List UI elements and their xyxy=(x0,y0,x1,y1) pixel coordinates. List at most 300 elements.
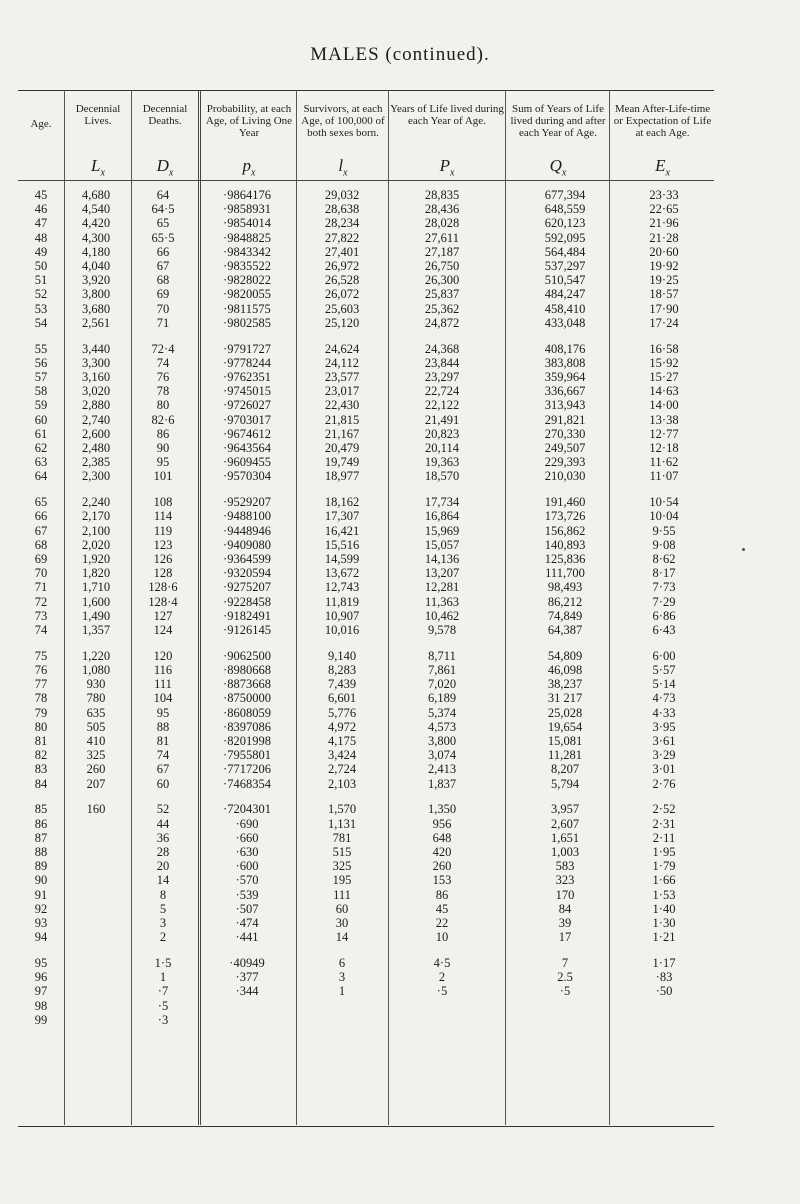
cell-q-upper: 170 xyxy=(555,887,575,902)
cell-d-upper: 69 xyxy=(156,287,170,302)
cell-l-upper: 410 xyxy=(86,734,106,748)
table-row xyxy=(18,538,714,552)
cell-l-upper: 2,300 xyxy=(81,469,111,484)
symbol-p: $p_x$ xyxy=(242,156,256,179)
cell-q-upper: 484,247 xyxy=(544,287,586,302)
cell-p: ·539 xyxy=(235,887,259,902)
cell-p-upper: 7,861 xyxy=(427,663,457,677)
cell-l-upper: 2,480 xyxy=(81,441,111,455)
cell-e-upper: 1·66 xyxy=(652,873,676,888)
cell-l-upper: 4,040 xyxy=(81,259,111,273)
cell-age: 82 xyxy=(34,748,48,763)
cell-age: 58 xyxy=(34,384,48,399)
table-row xyxy=(18,580,714,594)
cell-l: 26,972 xyxy=(324,259,360,273)
cell-e-upper: 19·92 xyxy=(649,259,679,273)
table-row xyxy=(18,342,714,356)
cell-e-upper: 1·95 xyxy=(652,845,676,859)
cell-q-upper: 156,862 xyxy=(544,523,586,538)
table-row xyxy=(18,509,714,523)
cell-p: ·344 xyxy=(235,984,259,999)
cell-d-upper: 119 xyxy=(153,523,173,538)
cell-d-upper: 90 xyxy=(156,441,170,455)
cell-p: ·7468354 xyxy=(223,776,271,791)
cell-l: 17,307 xyxy=(324,509,360,524)
cell-e-upper: 23·33 xyxy=(649,188,679,202)
cell-e-upper: 1·17 xyxy=(652,956,676,970)
cell-p: ·9726027 xyxy=(223,398,271,413)
cell-d-upper: 108 xyxy=(153,495,173,510)
cell-p-upper: 5,374 xyxy=(427,705,457,720)
cell-p-upper: 24,872 xyxy=(424,315,460,330)
cell-p: ·570 xyxy=(235,873,259,888)
cell-age: 87 xyxy=(34,830,48,845)
cell-age: 54 xyxy=(34,315,48,330)
cell-age: 86 xyxy=(34,816,48,831)
cell-q-upper: 17 xyxy=(558,930,572,945)
header-years-lived: Years of Life lived during each Year of Age. xyxy=(390,103,504,127)
table-row xyxy=(18,302,714,316)
cell-q-upper: 38,237 xyxy=(547,677,583,692)
cell-p: ·7717206 xyxy=(223,762,271,777)
cell-p: ·9488100 xyxy=(223,509,271,524)
cell-e-upper: 8·62 xyxy=(652,552,676,566)
table-row xyxy=(18,831,714,845)
cell-e-upper: 12·77 xyxy=(649,426,679,441)
cell-q-upper: 74,849 xyxy=(547,608,583,623)
cell-age: 76 xyxy=(34,663,48,677)
cell-age: 49 xyxy=(34,244,48,259)
cell-age: 65 xyxy=(34,495,48,510)
cell-l: 15,516 xyxy=(324,537,360,552)
cell-p-upper: 15,969 xyxy=(424,523,460,538)
table-row xyxy=(18,859,714,873)
cell-p-upper: 6,189 xyxy=(427,691,457,706)
cell-l-upper: 4,540 xyxy=(81,202,111,217)
cell-p-upper: 17,734 xyxy=(424,495,460,510)
cell-l-upper: 1,490 xyxy=(81,608,111,623)
table-row xyxy=(18,370,714,384)
cell-l-upper: 505 xyxy=(86,719,106,734)
cell-l-upper: 2,020 xyxy=(81,537,111,552)
table-row xyxy=(18,623,714,637)
cell-q-upper: 458,410 xyxy=(544,301,586,316)
cell-p-upper: 16,864 xyxy=(424,509,460,524)
cell-l: 22,430 xyxy=(324,398,360,413)
symbol-P: $P_x$ xyxy=(439,156,455,179)
cell-l: 8,283 xyxy=(327,663,357,677)
cell-p-upper: 25,837 xyxy=(424,287,460,302)
cell-age: 67 xyxy=(34,523,48,538)
table-row xyxy=(18,748,714,762)
table-row xyxy=(18,802,714,816)
table-row xyxy=(18,427,714,441)
cell-q-upper: 11,281 xyxy=(548,748,582,763)
cell-l-upper: 1,600 xyxy=(81,594,111,609)
cell-l: 4,972 xyxy=(327,719,357,734)
cell-l: 1 xyxy=(338,984,346,999)
table-row xyxy=(18,902,714,916)
cell-q-upper: 583 xyxy=(555,859,575,874)
symbol-Q: $Q_x$ xyxy=(549,156,567,179)
cell-age: 96 xyxy=(34,970,48,985)
cell-q-upper: 98,493 xyxy=(547,580,583,595)
cell-age: 84 xyxy=(34,776,48,791)
cell-p: ·8201998 xyxy=(223,734,271,748)
table-row xyxy=(18,287,714,301)
table-row xyxy=(18,691,714,705)
cell-q-upper: 39 xyxy=(558,916,572,930)
cell-p-upper: 8,711 xyxy=(428,648,456,663)
cell-age: 77 xyxy=(34,677,48,692)
cell-age: 71 xyxy=(34,580,48,595)
cell-e-upper: 6·43 xyxy=(652,623,676,637)
cell-p-upper: 21,491 xyxy=(424,412,460,427)
cell-l: 28,234 xyxy=(324,216,360,231)
cell-p: ·9643564 xyxy=(223,441,271,455)
table-row xyxy=(18,777,714,791)
cell-q-upper: 510,547 xyxy=(544,273,586,288)
cell-q-upper: 408,176 xyxy=(544,341,586,356)
cell-q-upper: 64,387 xyxy=(547,623,583,637)
cell-d-upper: 82·6 xyxy=(151,412,175,427)
cell-e-upper: 2·52 xyxy=(652,802,676,817)
cell-e-upper: 13·38 xyxy=(649,412,679,427)
cell-p: ·690 xyxy=(235,816,259,831)
cell-d-upper: 72·4 xyxy=(151,341,175,356)
cell-e-upper: 3·61 xyxy=(652,734,676,748)
cell-p-upper: 45 xyxy=(435,901,449,916)
cell-q-upper: 19,654 xyxy=(547,719,583,734)
cell-e-upper: 9·55 xyxy=(652,523,676,538)
cell-l-upper: 3,800 xyxy=(81,287,111,302)
cell-age: 83 xyxy=(34,762,48,777)
cell-q-upper: 313,943 xyxy=(544,398,586,413)
table-row xyxy=(18,273,714,287)
table-row xyxy=(18,413,714,427)
cell-l: 6 xyxy=(338,956,346,970)
cell-e-upper: 4·33 xyxy=(652,705,676,720)
cell-p: ·9864176 xyxy=(223,188,271,202)
cell-l-upper: 1,820 xyxy=(81,566,111,581)
cell-l: 14 xyxy=(335,930,349,945)
table-row xyxy=(18,734,714,748)
cell-p-upper: 2,413 xyxy=(427,762,457,777)
table-row xyxy=(18,999,714,1013)
header-decennial-lives: Decennial Lives. xyxy=(75,103,121,127)
cell-d-upper: 124 xyxy=(153,623,173,637)
cell-p-upper: 4·5 xyxy=(433,956,451,970)
cell-l-upper: 4,300 xyxy=(81,230,111,245)
table-row xyxy=(18,188,714,202)
cell-e-upper: 5·14 xyxy=(652,677,676,692)
cell-p: ·9858931 xyxy=(223,202,271,217)
cell-e-upper: ·83 xyxy=(655,970,673,985)
cell-p-upper: 15,057 xyxy=(424,537,460,552)
cell-d-upper: 65·5 xyxy=(151,230,175,245)
cell-e-upper: 18·57 xyxy=(649,287,679,302)
cell-p-upper: 12,281 xyxy=(424,580,460,595)
cell-d-upper: 127 xyxy=(153,608,173,623)
cell-e-upper: 21·28 xyxy=(649,230,679,245)
cell-d-upper: 111 xyxy=(154,677,172,692)
cell-l: 26,528 xyxy=(324,273,360,288)
symbol-L: $L_x$ xyxy=(91,156,105,179)
cell-p-upper: 26,300 xyxy=(424,273,460,288)
cell-age: 94 xyxy=(34,930,48,945)
cell-age: 88 xyxy=(34,845,48,859)
cell-d-upper: 3 xyxy=(159,916,167,930)
table-row xyxy=(18,231,714,245)
cell-p: ·507 xyxy=(235,901,259,916)
cell-p-upper: 28,436 xyxy=(424,202,460,217)
cell-l: 2,103 xyxy=(327,776,357,791)
cell-age: 95 xyxy=(34,956,48,970)
cell-d-upper: 81 xyxy=(156,734,170,748)
cell-q-upper: 229,393 xyxy=(544,455,586,470)
cell-p: ·9802585 xyxy=(223,315,271,330)
cell-l: 4,175 xyxy=(327,734,357,748)
cell-p-upper: 2 xyxy=(438,970,446,985)
cell-p: ·9791727 xyxy=(223,341,271,356)
cell-age: 90 xyxy=(34,873,48,888)
cell-d-upper: 52 xyxy=(156,802,170,817)
cell-p-upper: 1,350 xyxy=(427,802,457,817)
header-decennial-deaths: Decennial Deaths. xyxy=(142,103,188,127)
table-row xyxy=(18,566,714,580)
cell-q-upper: 46,098 xyxy=(547,663,583,677)
cell-p-upper: 22 xyxy=(435,916,449,930)
cell-d-upper: 123 xyxy=(153,537,173,552)
cell-l: 25,120 xyxy=(324,315,360,330)
cell-d-upper: 2 xyxy=(159,930,167,945)
cell-d-upper: 95 xyxy=(156,455,170,470)
cell-d-upper: 64 xyxy=(156,188,170,202)
cell-age: 63 xyxy=(34,455,48,470)
cell-p: ·9570304 xyxy=(223,469,271,484)
cell-p-upper: 28,835 xyxy=(424,188,460,202)
cell-age: 45 xyxy=(34,188,48,202)
cell-q-upper: 111,700 xyxy=(545,566,585,581)
cell-p-upper: 1,837 xyxy=(427,776,457,791)
cell-q-upper: 8,207 xyxy=(550,762,580,777)
cell-e-upper: 2·76 xyxy=(652,776,676,791)
cell-q-upper: 86,212 xyxy=(547,594,583,609)
cell-d-upper: 76 xyxy=(156,370,170,384)
cell-e-upper: 1·40 xyxy=(652,901,676,916)
cell-p: ·9062500 xyxy=(223,648,271,663)
cell-l-upper: 1,357 xyxy=(81,623,111,637)
cell-d-upper: 20 xyxy=(156,859,170,874)
cell-l-upper: 3,300 xyxy=(81,355,111,370)
cell-q-upper: 620,123 xyxy=(544,216,586,231)
cell-e-upper: 1·53 xyxy=(652,887,676,902)
cell-d-upper: 128·6 xyxy=(148,580,178,595)
cell-d-upper: 44 xyxy=(156,816,170,831)
cell-e-upper: 8·17 xyxy=(652,566,676,581)
cell-d-upper: 128·4 xyxy=(148,594,178,609)
cell-e-upper: 11·07 xyxy=(649,469,679,484)
cell-e-upper: 2·31 xyxy=(652,816,676,831)
cell-d-upper: 1·5 xyxy=(154,956,172,970)
cell-q-upper: 84 xyxy=(558,901,572,916)
cell-age: 52 xyxy=(34,287,48,302)
cell-p: ·8980668 xyxy=(223,663,271,677)
cell-age: 93 xyxy=(34,916,48,930)
cell-l: 20,479 xyxy=(324,441,360,455)
cell-l-upper: 2,600 xyxy=(81,426,111,441)
cell-l-upper: 3,020 xyxy=(81,384,111,399)
cell-p-upper: 9,578 xyxy=(427,623,457,637)
cell-p: ·9778244 xyxy=(223,355,271,370)
cell-p-upper: 420 xyxy=(432,845,452,859)
cell-l: 3 xyxy=(338,970,346,985)
cell-age: 72 xyxy=(34,594,48,609)
cell-l: 6,601 xyxy=(327,691,357,706)
cell-q-upper: 140,893 xyxy=(544,537,586,552)
cell-l-upper: 4,680 xyxy=(81,188,111,202)
cell-d-upper: 70 xyxy=(156,301,170,316)
cell-age: 57 xyxy=(34,370,48,384)
cell-l-upper: 2,385 xyxy=(81,455,111,470)
table-row xyxy=(18,817,714,831)
cell-l-upper: 930 xyxy=(86,677,106,692)
cell-e-upper: 6·86 xyxy=(652,608,676,623)
cell-l: 23,017 xyxy=(324,384,360,399)
cell-q-upper: 592,095 xyxy=(544,230,586,245)
cell-q-upper: 1,003 xyxy=(550,845,580,859)
cell-age: 59 xyxy=(34,398,48,413)
cell-l-upper: 3,680 xyxy=(81,301,111,316)
cell-e-upper: 15·27 xyxy=(649,370,679,384)
table-row xyxy=(18,873,714,887)
cell-e-upper: 12·18 xyxy=(649,441,679,455)
cell-p-upper: 24,368 xyxy=(424,341,460,356)
table-row xyxy=(18,356,714,370)
cell-q-upper: 25,028 xyxy=(547,705,583,720)
cell-d-upper: 68 xyxy=(156,273,170,288)
cell-p-upper: 10,462 xyxy=(424,608,460,623)
cell-e-upper: 22·65 xyxy=(649,202,679,217)
cell-l: 1,570 xyxy=(327,802,357,817)
cell-age: 55 xyxy=(34,341,48,356)
cell-l: 30 xyxy=(335,916,349,930)
cell-p: ·600 xyxy=(235,859,259,874)
cell-d-upper: 114 xyxy=(153,509,173,524)
cell-d-upper: 64·5 xyxy=(151,202,175,217)
cell-l: 27,822 xyxy=(324,230,360,245)
table-row xyxy=(18,259,714,273)
cell-p-upper: 14,136 xyxy=(424,552,460,566)
cell-d-upper: 88 xyxy=(156,719,170,734)
cell-l: 26,072 xyxy=(324,287,360,302)
cell-p: ·9820055 xyxy=(223,287,271,302)
cell-l-upper: 2,561 xyxy=(81,315,111,330)
cell-p: ·9854014 xyxy=(223,216,271,231)
header-expectation: Mean After-Life-time or Expectation of Life at each Age. xyxy=(613,103,712,139)
cell-age: 53 xyxy=(34,301,48,316)
cell-d-upper: ·3 xyxy=(157,1012,169,1027)
cell-e-upper: 21·96 xyxy=(649,216,679,231)
page-title: MALES (continued). xyxy=(310,44,490,65)
cell-p-upper: 956 xyxy=(432,816,452,831)
cell-l-upper: 260 xyxy=(86,762,106,777)
cell-age: 47 xyxy=(34,216,48,231)
cell-q-upper: 1,651 xyxy=(550,830,580,845)
cell-p: ·8608059 xyxy=(223,705,271,720)
symbol-E: $E_x$ xyxy=(655,156,670,179)
cell-l: 25,603 xyxy=(324,301,360,316)
table-row xyxy=(18,956,714,970)
cell-age: 51 xyxy=(34,273,48,288)
table-row xyxy=(18,216,714,230)
cell-l-upper: 4,180 xyxy=(81,244,111,259)
cell-q-upper: 336,667 xyxy=(544,384,586,399)
cell-p: ·8750000 xyxy=(223,691,271,706)
cell-l: 9,140 xyxy=(327,648,357,663)
cell-l: 781 xyxy=(332,830,352,845)
cell-q-upper: 7 xyxy=(561,956,569,970)
cell-d-upper: 65 xyxy=(156,216,170,231)
cell-p: ·9848825 xyxy=(223,230,271,245)
cell-p-upper: 3,074 xyxy=(427,748,457,763)
cell-p-upper: 27,611 xyxy=(425,230,459,245)
cell-l-upper: 2,170 xyxy=(81,509,111,524)
cell-p: ·7204301 xyxy=(223,802,271,817)
cell-l: 11,819 xyxy=(325,594,359,609)
table-row xyxy=(18,441,714,455)
table-row xyxy=(18,316,714,330)
cell-p: ·7955801 xyxy=(223,748,271,763)
cell-l-upper: 3,920 xyxy=(81,273,111,288)
cell-age: 97 xyxy=(34,984,48,999)
cell-l: 2,724 xyxy=(327,762,357,777)
cell-p: ·9674612 xyxy=(223,426,271,441)
cell-d-upper: 28 xyxy=(156,845,170,859)
cell-p: ·441 xyxy=(235,930,259,945)
table-row xyxy=(18,495,714,509)
cell-d-upper: 67 xyxy=(156,762,170,777)
cell-d-upper: 126 xyxy=(153,552,173,566)
cell-age: 91 xyxy=(34,887,48,902)
cell-d-upper: 74 xyxy=(156,748,170,763)
cell-l: 7,439 xyxy=(327,677,357,692)
cell-l: 1,131 xyxy=(327,816,357,831)
cell-p-upper: 28,028 xyxy=(424,216,460,231)
cell-p: ·9609455 xyxy=(223,455,271,470)
cell-l: 18,977 xyxy=(324,469,360,484)
cell-q-upper: 249,507 xyxy=(544,441,586,455)
cell-l: 13,672 xyxy=(324,566,360,581)
cell-e-upper: 17·24 xyxy=(649,315,679,330)
table-row xyxy=(18,455,714,469)
cell-p: ·9448946 xyxy=(223,523,271,538)
cell-l-upper: 2,240 xyxy=(81,495,111,510)
cell-e-upper: 17·90 xyxy=(649,301,679,316)
cell-d-upper: 1 xyxy=(159,970,167,985)
cell-p: ·9703017 xyxy=(223,412,271,427)
cell-d-upper: 101 xyxy=(153,469,173,484)
cell-q-upper: 537,297 xyxy=(544,259,586,273)
cell-p-upper: 18,570 xyxy=(424,469,460,484)
cell-p-upper: 153 xyxy=(432,873,452,888)
cell-q-upper: 2.5 xyxy=(557,970,573,985)
cell-d-upper: 104 xyxy=(153,691,173,706)
cell-d-upper: 116 xyxy=(153,663,173,677)
cell-d-upper: 5 xyxy=(159,901,167,916)
cell-p-upper: 27,187 xyxy=(424,244,460,259)
cell-age: 73 xyxy=(34,608,48,623)
